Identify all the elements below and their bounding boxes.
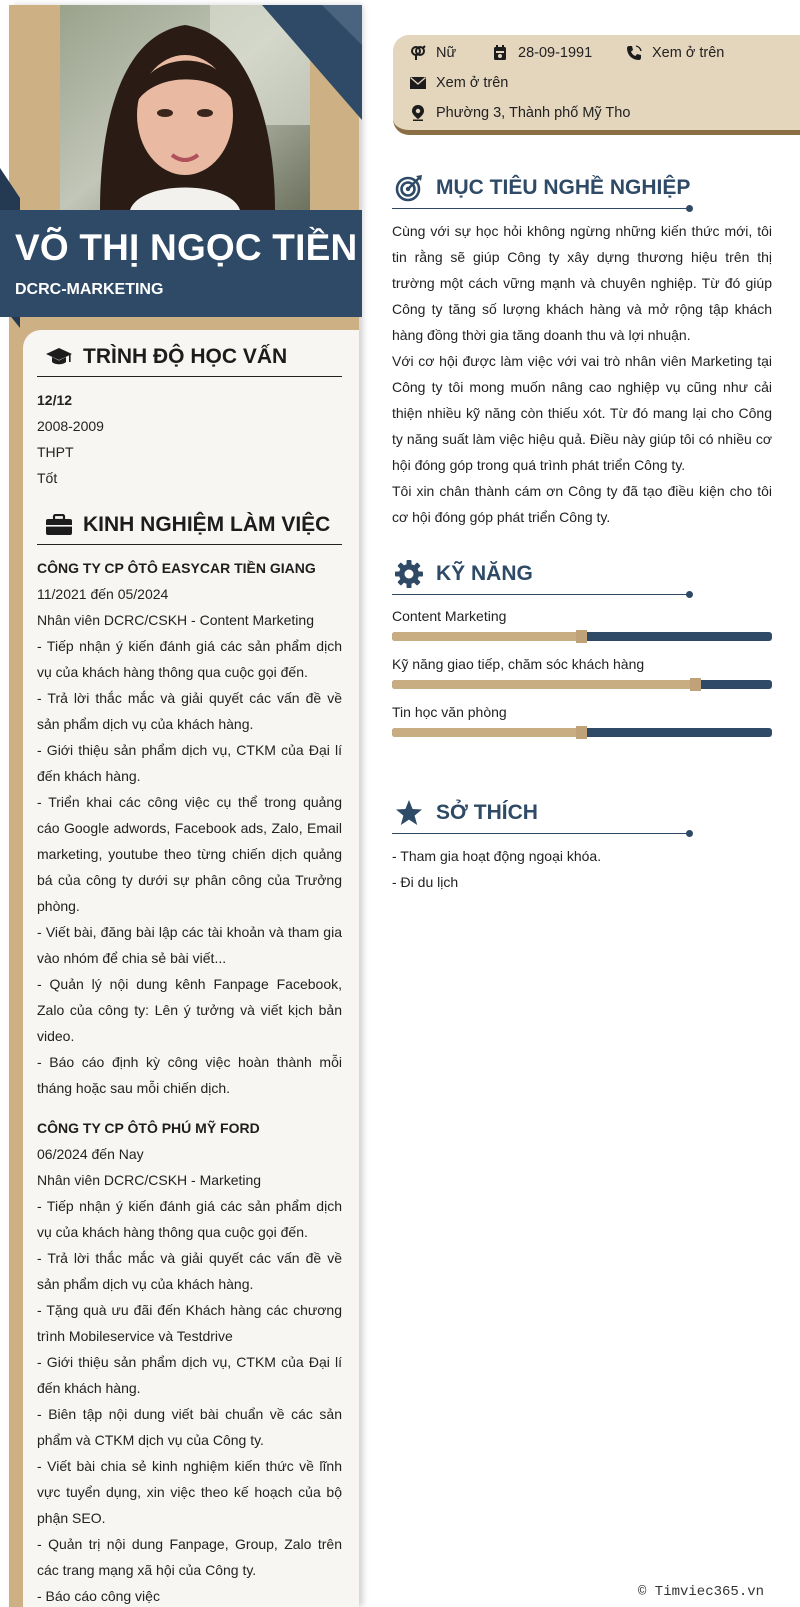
gender-item bbox=[410, 45, 456, 61]
skill-bar-knob bbox=[576, 726, 587, 739]
skill-label: Content Marketing bbox=[392, 608, 507, 624]
candidate-title: DCRC-MARKETING bbox=[15, 281, 164, 298]
hobbies-body bbox=[392, 843, 772, 895]
graduation-cap-icon bbox=[45, 345, 73, 369]
skill-bar bbox=[392, 728, 772, 737]
star-icon bbox=[394, 798, 424, 828]
job-duty: - Tiếp nhận ý kiến đánh giá các sản phẩm dịch vụ của khách hàng thông qua cuộc gọi đến. bbox=[37, 638, 342, 680]
left-content bbox=[37, 337, 342, 1607]
hobbies-divider bbox=[392, 833, 690, 834]
job-duty: - Giới thiệu sản phẩm dịch vụ, CTKM của Đại lí đến khách hàng. bbox=[37, 1354, 342, 1396]
skill-label: Tin học văn phòng bbox=[392, 704, 507, 720]
calendar-icon bbox=[492, 45, 508, 61]
target-icon bbox=[394, 173, 424, 203]
job-company: CÔNG TY CP ÔTÔ EASYCAR TIỀN GIANG bbox=[37, 560, 316, 576]
skills-title: KỸ NĂNG bbox=[436, 562, 533, 585]
objective-heading bbox=[392, 168, 772, 208]
job-duty: - Trả lời thắc mắc và giải quyết các vấn đề về sản phẩm dịch vụ của khách hàng. bbox=[37, 1250, 342, 1292]
job-duty: - Báo cáo định kỳ công việc hoàn thành mỗi tháng hoặc sau mỗi chiến dịch. bbox=[37, 1054, 342, 1096]
job-duty: - Viết bài chia sẻ kinh nghiệm kiến thức về lĩnh vực tuyển dụng, xin việc theo kế hoạch của bộ phận SEO. bbox=[37, 1458, 342, 1526]
skills-body bbox=[392, 604, 772, 737]
job-duty: - Triển khai các công việc cụ thể trong quảng cáo Google adwords, Facebook ads, Zalo, Email marketing, youtube theo từng chiến dịch quảng bá của công ty dưới sự phân công của Trưởng phòng. bbox=[37, 794, 342, 914]
education-entry bbox=[37, 387, 342, 491]
gear-icon bbox=[394, 559, 424, 589]
skills-divider-dot bbox=[686, 591, 693, 598]
education-years: 2008-2009 bbox=[37, 418, 104, 434]
objective-paragraph: Với cơ hội được làm việc với vai trò nhân viên Marketing tại Công ty tôi mong muốn nâng cao nghiệp vụ cũng như cải thiện nhiều kỹ năng còn thiếu xót. Từ đó mang lại cho Công ty năng suất làm việc hiệu quả. Điều này giúp tôi có nhiều cơ hội đóng góp trong quá trình phát triển Công ty. bbox=[392, 353, 772, 473]
objective-section bbox=[392, 168, 772, 530]
education-grade: 12/12 bbox=[37, 392, 73, 408]
gender-value: Nữ bbox=[436, 45, 457, 61]
skill-item bbox=[392, 700, 772, 737]
job-duty: - Biên tập nội dung viết bài chuẩn về các sản phẩm và CTKM dịch vụ của Công ty. bbox=[37, 1406, 342, 1448]
education-title: TRÌNH ĐỘ HỌC VẤN bbox=[83, 344, 288, 368]
phone-value: Xem ở trên bbox=[652, 45, 725, 61]
skill-bar-fill bbox=[392, 632, 582, 641]
skills-section bbox=[392, 554, 772, 748]
objective-title: MỤC TIÊU NGHỀ NGHIỆP bbox=[436, 176, 691, 199]
address-item bbox=[410, 105, 630, 121]
job-duty: - Quản lý nội dung kênh Fanpage Facebook, Zalo của công ty: Lên ý tưởng và viết kịch bản video. bbox=[37, 976, 342, 1044]
job-duty: - Quản trị nội dung Fanpage, Group, Zalo trên các trang mạng xã hội của Công ty. bbox=[37, 1536, 342, 1578]
experience-heading bbox=[37, 505, 342, 545]
job-duty: - Báo cáo công việc bbox=[37, 1588, 160, 1604]
skill-bar bbox=[392, 680, 772, 689]
skill-bar-fill bbox=[392, 728, 582, 737]
phone-icon bbox=[626, 45, 642, 61]
objective-body bbox=[392, 218, 772, 530]
objective-paragraph: Cùng với sự học hỏi không ngừng những kiến thức mới, tôi tin rằng sẽ giúp Công ty xây dựng thương hiệu trên thị trường một cách vững mạnh và chuyên nghiệp. Từ đó giúp Công ty tăng số lượng khách hàng và mở rộng tập khách hàng đồng thời gia tăng doanh thu và lợi nhuận. bbox=[392, 223, 772, 343]
corner-ribbon bbox=[262, 5, 372, 125]
job-duty: - Tiếp nhận ý kiến đánh giá các sản phẩm dịch vụ của khách hàng thông qua cuộc gọi đến. bbox=[37, 1198, 342, 1240]
hobby-item: - Tham gia hoạt động ngoại khóa. bbox=[392, 848, 602, 864]
skill-label: Kỹ năng giao tiếp, chăm sóc khách hàng bbox=[392, 656, 645, 672]
email-item bbox=[410, 75, 508, 91]
job-duty: - Viết bài, đăng bài lập các tài khoản và tham gia vào nhóm để chia sẻ bài viết... bbox=[37, 924, 342, 966]
candidate-name: VÕ THỊ NGỌC TIỀN bbox=[15, 227, 358, 268]
briefcase-icon bbox=[45, 513, 73, 537]
education-heading bbox=[37, 337, 342, 377]
hobbies-section bbox=[392, 793, 772, 895]
education-school: THPT bbox=[37, 444, 74, 460]
skill-bar-knob bbox=[576, 630, 587, 643]
birthday-value: 28-09-1991 bbox=[518, 45, 593, 61]
hobby-item: - Đi du lịch bbox=[392, 874, 459, 890]
hobbies-divider-dot bbox=[686, 830, 693, 837]
job-period: 11/2021 đến 05/2024 bbox=[37, 586, 169, 602]
job-entry bbox=[37, 555, 342, 1101]
job-period: 06/2024 đến Nay bbox=[37, 1146, 144, 1162]
job-duty: - Tặng quà ưu đãi đến Khách hàng các chương trình Mobileservice và Testdrive bbox=[37, 1302, 342, 1344]
phone-item bbox=[626, 45, 724, 61]
job-entry bbox=[37, 1115, 342, 1607]
job-role: Nhân viên DCRC/CSKH - Content Marketing bbox=[37, 612, 314, 628]
job-duty: - Giới thiệu sản phẩm dịch vụ, CTKM của Đại lí đến khách hàng. bbox=[37, 742, 342, 784]
watermark: © Timviec365.vn bbox=[638, 1584, 765, 1600]
envelope-icon bbox=[410, 75, 426, 91]
objective-divider-dot bbox=[686, 205, 693, 212]
hobbies-heading bbox=[392, 793, 772, 833]
hobbies-title: SỞ THÍCH bbox=[436, 801, 538, 824]
job-role: Nhân viên DCRC/CSKH - Marketing bbox=[37, 1172, 262, 1188]
skill-bar bbox=[392, 632, 772, 641]
objective-divider bbox=[392, 208, 690, 209]
skills-heading bbox=[392, 554, 772, 594]
address-value: Phường 3, Thành phố Mỹ Tho bbox=[436, 105, 631, 121]
skill-item bbox=[392, 652, 772, 689]
skills-divider bbox=[392, 594, 690, 595]
birthday-item bbox=[492, 45, 592, 61]
gender-icon bbox=[410, 45, 426, 61]
education-result: Tốt bbox=[37, 470, 58, 486]
experience-title: KINH NGHIỆM LÀM VIỆC bbox=[83, 512, 331, 536]
skill-item bbox=[392, 604, 772, 641]
skill-bar-fill bbox=[392, 680, 696, 689]
skill-bar-knob bbox=[690, 678, 701, 691]
job-company: CÔNG TY CP ÔTÔ PHÚ MỸ FORD bbox=[37, 1120, 260, 1136]
objective-paragraph: Tôi xin chân thành cám ơn Công ty đã tạo điều kiện cho tôi cơ hội đóng góp phát triển Công ty. bbox=[392, 483, 772, 525]
location-pin-icon bbox=[410, 105, 426, 121]
job-duty: - Trả lời thắc mắc và giải quyết các vấn đề về sản phẩm dịch vụ của khách hàng. bbox=[37, 690, 342, 732]
email-value: Xem ở trên bbox=[436, 75, 509, 91]
